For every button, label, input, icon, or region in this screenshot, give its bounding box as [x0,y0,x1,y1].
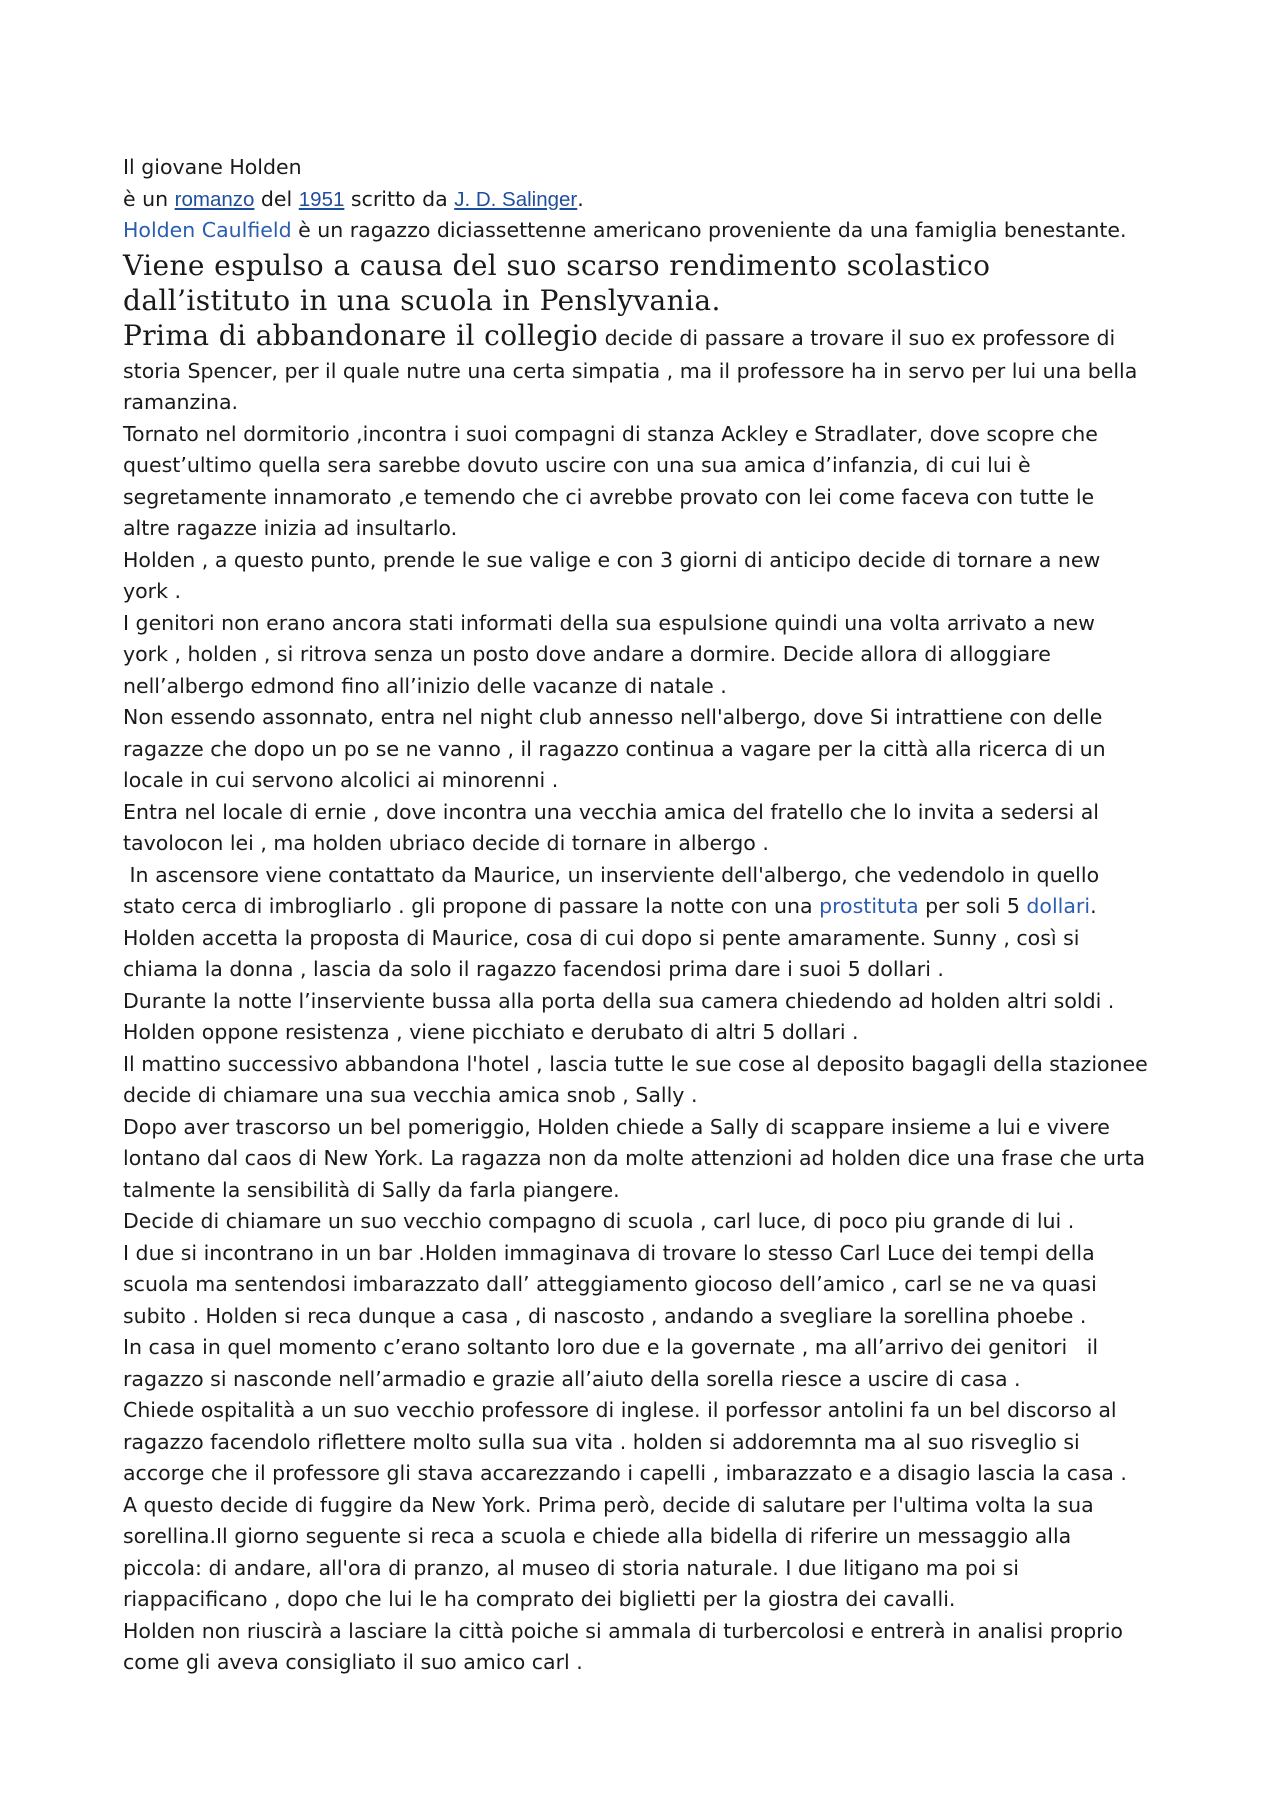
link-dollari[interactable]: dollari [1026,894,1091,918]
text-line: Dopo aver trascorso un bel pomeriggio, Holden chiede a Sally di scappare insieme a lui e vivere [123,1114,1110,1139]
text-line: subito . Holden si reca dunque a casa , di nascosto , andando a svegliare la sorellina phoebe . [123,1303,1087,1328]
text-line: locale in cui servono alcolici ai minorenni . [123,768,559,792]
text-line: lontano dal caos di New York. La ragazza non da molte attenzioni ad holden dice una frase che urta [123,1146,1146,1170]
text-line: accorge che il professore gli stava accarezzando i capelli , imbarazzato e a disagio lascia la casa . [123,1461,1127,1485]
prima-big-text: Prima di abbandonare il collegio [123,318,599,352]
stato-text-3: . [1090,894,1097,918]
text-line: york , holden , si ritrova senza un posto dove andare a dormire. Decide allora di alloggiare [123,642,1051,666]
text-line: Holden oppone resistenza , viene picchiato e derubato di altri 5 dollari . [123,1020,859,1044]
text-line: ragazze che dopo un po se ne vanno , il ragazzo continua a vagare per la città alla ricerca di un [123,736,1106,761]
text-line: scuola ma sentendosi imbarazzato dall’ atteggiamento giocoso dell’amico , carl se ne va quasi [123,1272,1097,1296]
text-line: tavolocon lei , ma holden ubriaco decide di tornare in albergo . [123,831,769,855]
text-line: Il mattino successivo abbandona l'hotel , lascia tutte le sue cose al deposito bagagli della stazionee [123,1051,1148,1076]
text-line: decide di chiamare una sua vecchia amica snob , Sally . [123,1083,698,1107]
intro-text-1: è un [123,186,175,211]
text-line: altre ragazze inizia ad insultarlo. [123,516,458,540]
text-line: Holden accetta la proposta di Maurice, cosa di cui dopo si pente amaramente. Sunny , così si [123,925,1080,950]
big-line: Viene espulso a causa del suo scarso rendimento scolastico [123,248,991,282]
text-line: I due si incontrano in un bar .Holden immaginava di trovare lo stesso Carl Luce dei tempi della [123,1240,1095,1265]
holden-line [123,215,1173,247]
text-line: storia Spencer, per il quale nutre una certa simpatia , ma il professore ha in servo per lui una bella [123,358,1138,383]
link-prostituta[interactable]: prostituta [819,894,919,918]
intro-text-2: del [254,186,299,211]
stato-text-1: stato cerca di imbrogliarlo . gli propone di passare la notte con una [123,894,820,918]
text-line: Chiede ospitalità a un suo vecchio professore di inglese. il porfessor antolini fa un bel discorso al [123,1398,1117,1422]
text-line: A questo decide di fuggire da New York. Prima però, decide di salutare per l'ultima volta la sua [123,1492,1094,1517]
text-line: riappacificano , dopo che lui le ha comprato dei biglietti per la giostra dei cavalli. [123,1587,956,1611]
text-line: In casa in quel momento c’erano soltanto loro due e la governate , ma all’arrivo dei genitori il [123,1335,1099,1359]
text-line: piccola: di andare, all'ora di pranzo, al museo di storia naturale. I due litigano ma poi si [123,1555,1019,1580]
link-holden-caulfield[interactable]: Holden Caulfield [123,218,292,242]
text-line: ragazzo si nasconde nell’armadio e grazie all’aiuto della sorella riesce a uscire di casa . [123,1366,1021,1391]
text-line: I genitori non erano ancora stati informati della sua espulsione quindi una volta arrivato a new [123,610,1095,635]
text-line: In ascensore viene contattato da Maurice, un inserviente dell'albergo, che vedendolo in quello [123,862,1100,887]
text-line: Holden non riuscirà a lasciare la città poiche si ammala di turbercolosi e entrerà in analisi proprio [123,1618,1123,1643]
prima-rest-text: decide di passare a trovare il suo ex professore di [598,325,1116,350]
text-line: Decide di chiamare un suo vecchio compagno di scuola , carl luce, di poco piu grande di lui . [123,1209,1075,1233]
link-1951[interactable]: 1951 [298,187,345,211]
text-line: come gli aveva consigliato il suo amico carl . [123,1650,583,1674]
intro-text-3: scritto da [344,186,455,211]
text-line: Durante la notte l’inserviente bussa alla porta della sua camera chiedendo ad holden altri soldi . [123,988,1115,1013]
link-romanzo[interactable]: romanzo [174,187,255,211]
stato-line [123,891,1173,923]
document-title: Il giovane Holden [123,155,302,179]
intro-text-4: . [577,186,584,211]
text-line: ramanzina. [123,390,239,414]
link-salinger[interactable]: J. D. Salinger [454,187,578,211]
text-line: nell’albergo edmond fino all’inizio delle vacanze di natale . [123,673,727,698]
text-line: chiama la donna , lascia da solo il ragazzo facendosi prima dare i suoi 5 dollari . [123,957,944,981]
text-line: Holden , a questo punto, prende le sue valige e con 3 giorni di anticipo decide di tornare a new [123,547,1101,572]
text-line: talmente la sensibilità di Sally da farla piangere. [123,1177,620,1202]
text-line: sorellina.Il giorno seguente si reca a scuola e chiede alla bidella di riferire un messaggio alla [123,1524,1072,1548]
stato-text-2: per soli 5 [918,894,1027,918]
prima-line [123,318,1173,356]
text-line: segretamente innamorato ,e temendo che ci avrebbe provato con lei come faceva con tutte le [123,484,1095,509]
text-line: quest’ultimo quella sera sarebbe dovuto uscire con una sua amica d’infanzia, di cui lui è [123,453,1031,477]
text-line: Non essendo assonnato, entra nel night club annesso nell'albergo, dove Si intrattiene con delle [123,705,1103,729]
big-line: dall’istituto in una scuola in Penslyvania. [123,283,721,317]
holden-line-text: è un ragazzo diciassettenne americano proveniente da una famiglia benestante. [291,218,1127,242]
document-page [123,152,1173,1679]
text-line: ragazzo facendolo riflettere molto sulla sua vita . holden si addoremnta ma al suo risveglio si [123,1429,1080,1454]
text-line: york . [123,579,182,603]
intro-line [123,184,1173,216]
text-line: Tornato nel dormitorio ,incontra i suoi compagni di stanza Ackley e Stradlater, dove scopre che [123,421,1098,446]
text-line: Entra nel locale di ernie , dove incontra una vecchia amica del fratello che lo invita a sedersi al [123,799,1100,824]
